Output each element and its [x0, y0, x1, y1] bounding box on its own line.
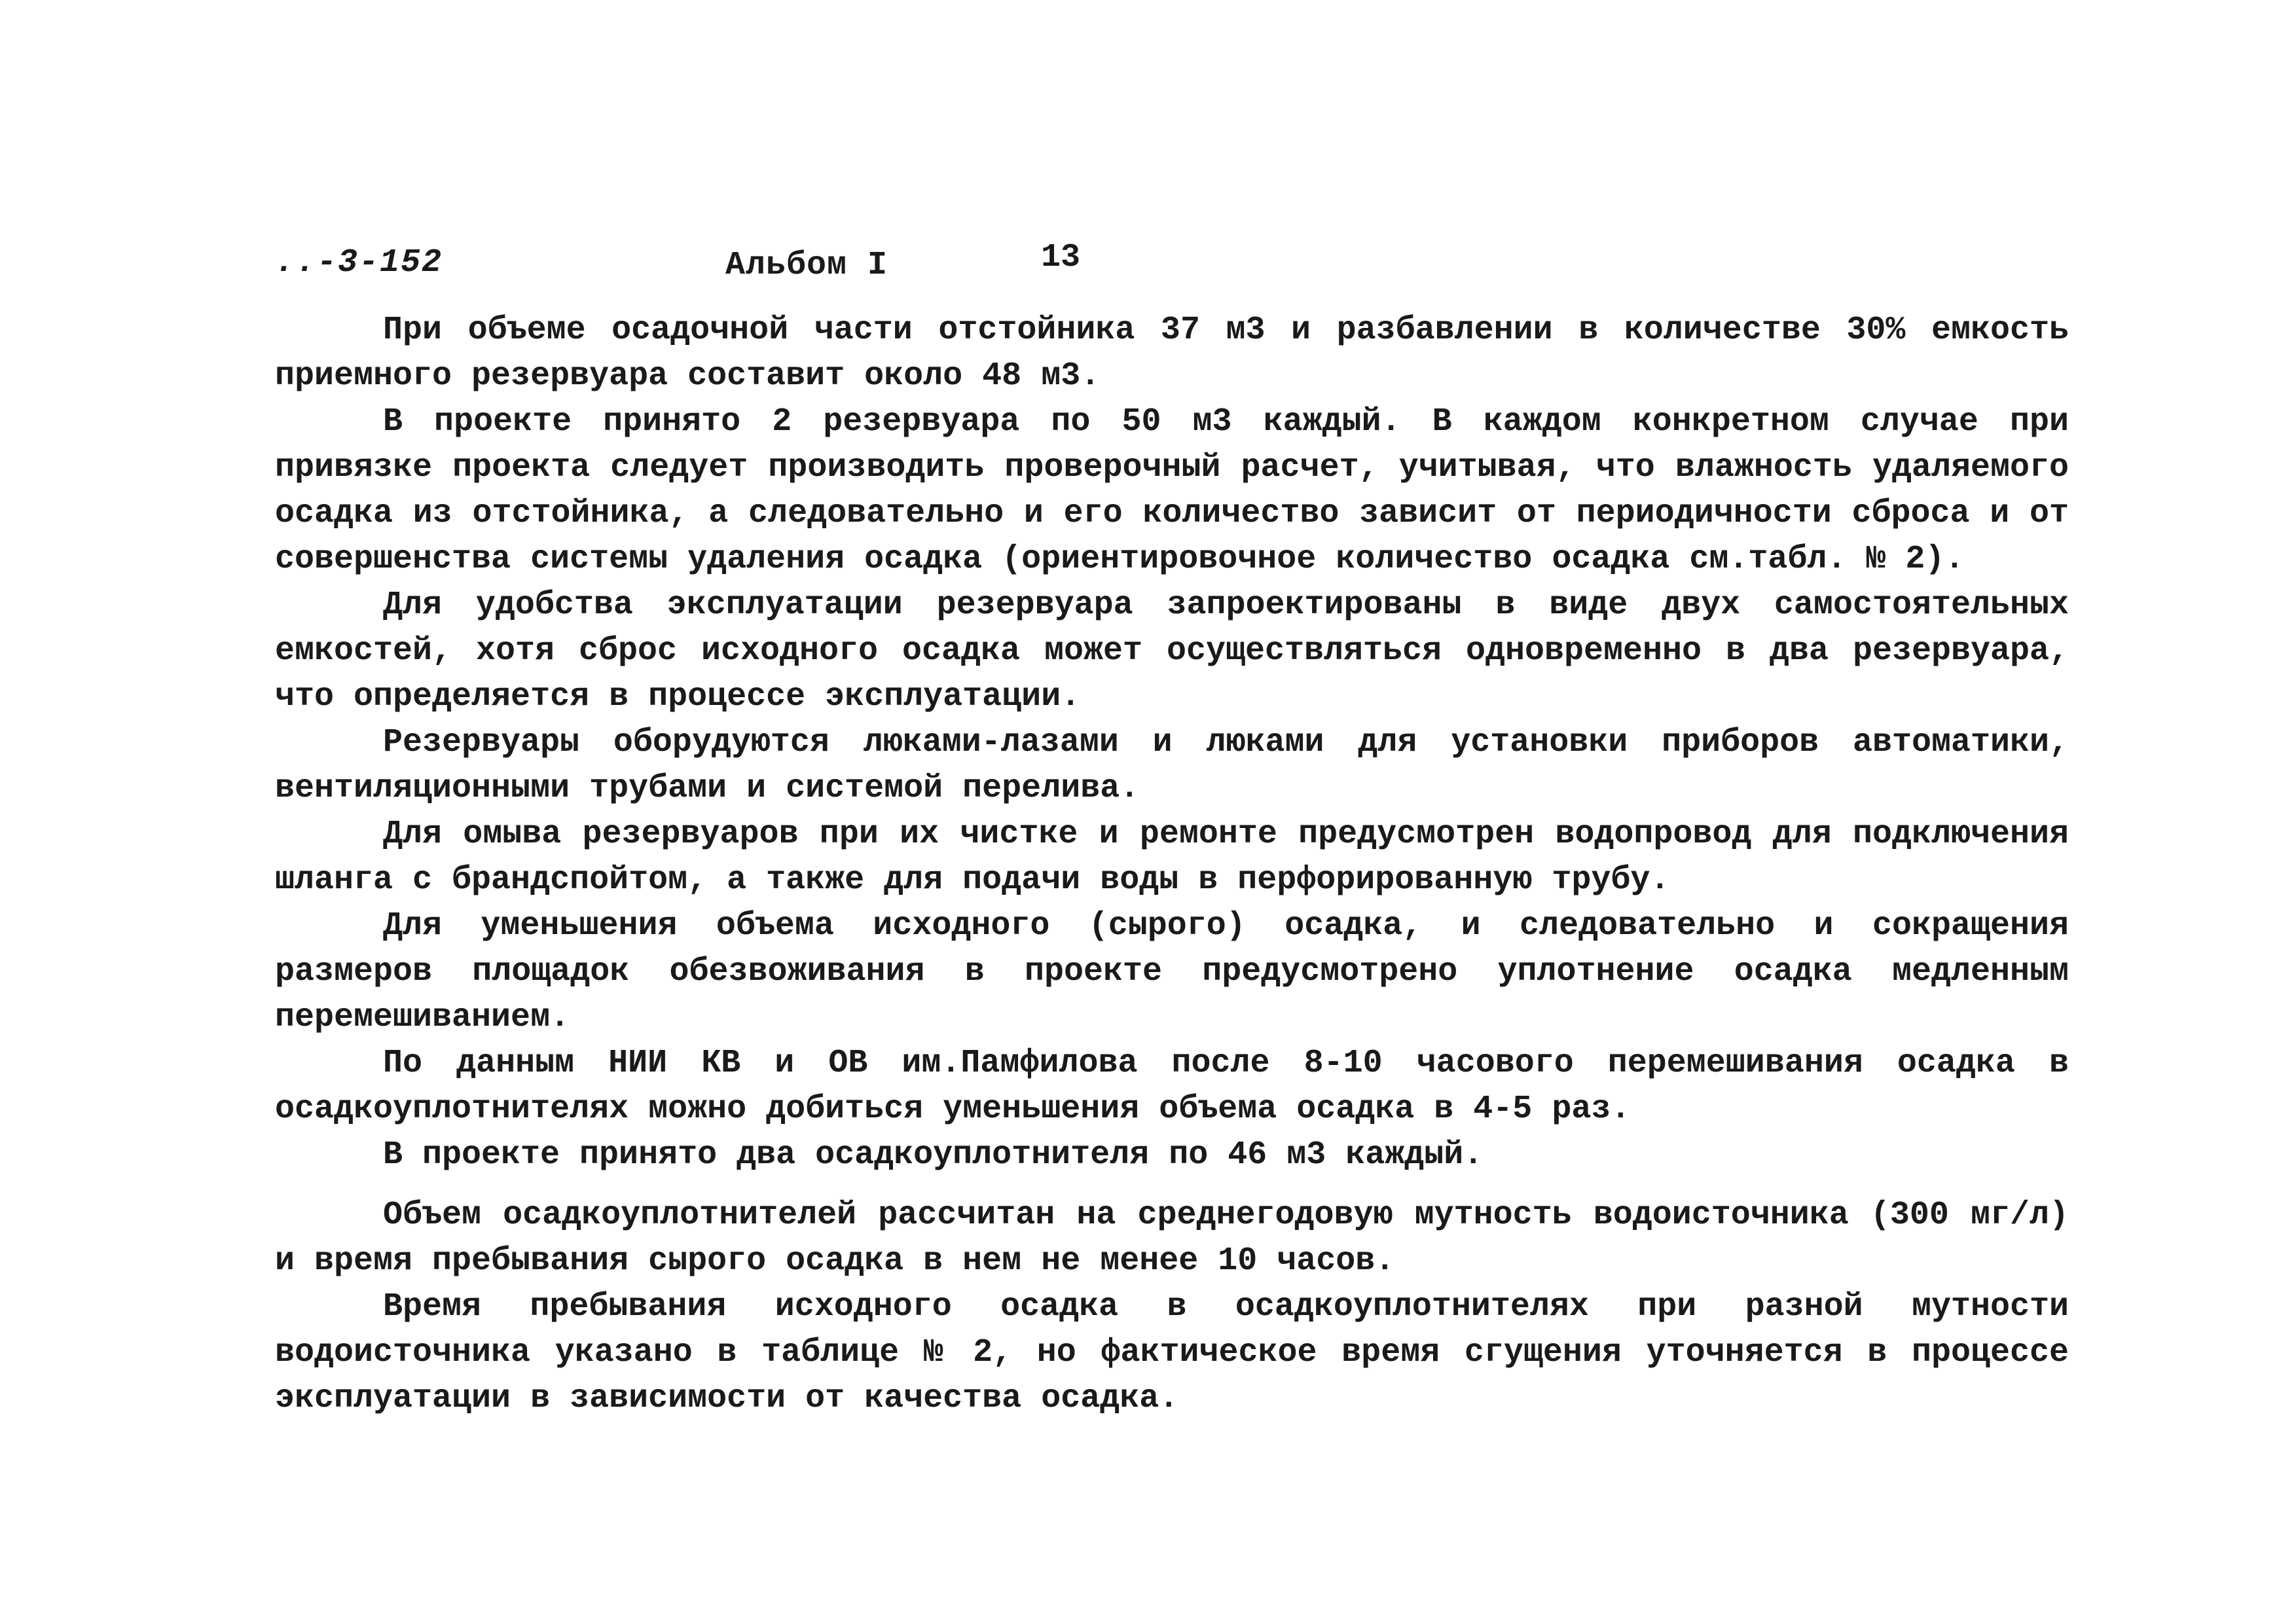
document-code: ..-3-152 — [275, 244, 443, 281]
paragraph: По данным НИИ КВ и ОВ им.Памфилова после 8-10 часового перемешивания осадка в осадкоуплотнителях можно добиться уменьшения объема осадка в 4-5 раз. — [275, 1045, 2069, 1128]
paragraph: Для омыва резервуаров при их чистке и ремонте предусмотрен водопровод для подключения шланга с брандспойтом, а также для подачи воды в перфорированную трубу. — [275, 816, 2069, 899]
paragraph: Для уменьшения объема исходного (сырого) осадка, и следовательно и сокращения размеров площадок обезвоживания в проекте предусмотрено уплотнение осадка медленным перемешиванием. — [275, 907, 2069, 1036]
paragraph: Объем осадкоуплотнителей рассчитан на среднегодовую мутность водоисточника (300 мг/л) и время пребывания сырого осадка в нем не менее 10 часов. — [275, 1197, 2069, 1280]
paragraph: Резервуары оборудуются люками-лазами и люками для установки приборов автоматики, вентиляционными трубами и системой перелива. — [275, 724, 2069, 807]
body-text — [275, 308, 2069, 1422]
paragraph: При объеме осадочной части отстойника 37 м3 и разбавлении в количестве 30% емкость приемного резервуара составит около 48 м3. — [275, 312, 2069, 395]
album-title: Альбом I — [725, 247, 888, 284]
paragraph: Для удобства эксплуатации резервуара запроектированы в виде двух самостоятельных емкостей, хотя сброс исходного осадка может осуществляться одновременно в два резервуара, что определяется в процессе эксплуатации. — [275, 586, 2069, 715]
page-header — [275, 239, 2043, 291]
paragraph: В проекте принято 2 резервуара по 50 м3 каждый. В каждом конкретном случае при привязке проекта следует производить проверочный расчет, учитывая, что влажность удаляемого осадка из отстойника, а следовательно и его количество зависит от периодичности сброса и от совершенства системы удаления осадка (ориентировочное количество осадка см.табл. № 2). — [275, 403, 2069, 578]
paragraph: Время пребывания исходного осадка в осадкоуплотнителях при разной мутности водоисточника указано в таблице № 2, но фактическое время сгущения уточняется в процессе эксплуатации в зависимости от качества осадка. — [275, 1288, 2069, 1417]
paragraph: В проекте принято два осадкоуплотнителя по 46 м3 каждый. — [383, 1136, 1484, 1174]
page-number: 13 — [1041, 239, 1081, 276]
